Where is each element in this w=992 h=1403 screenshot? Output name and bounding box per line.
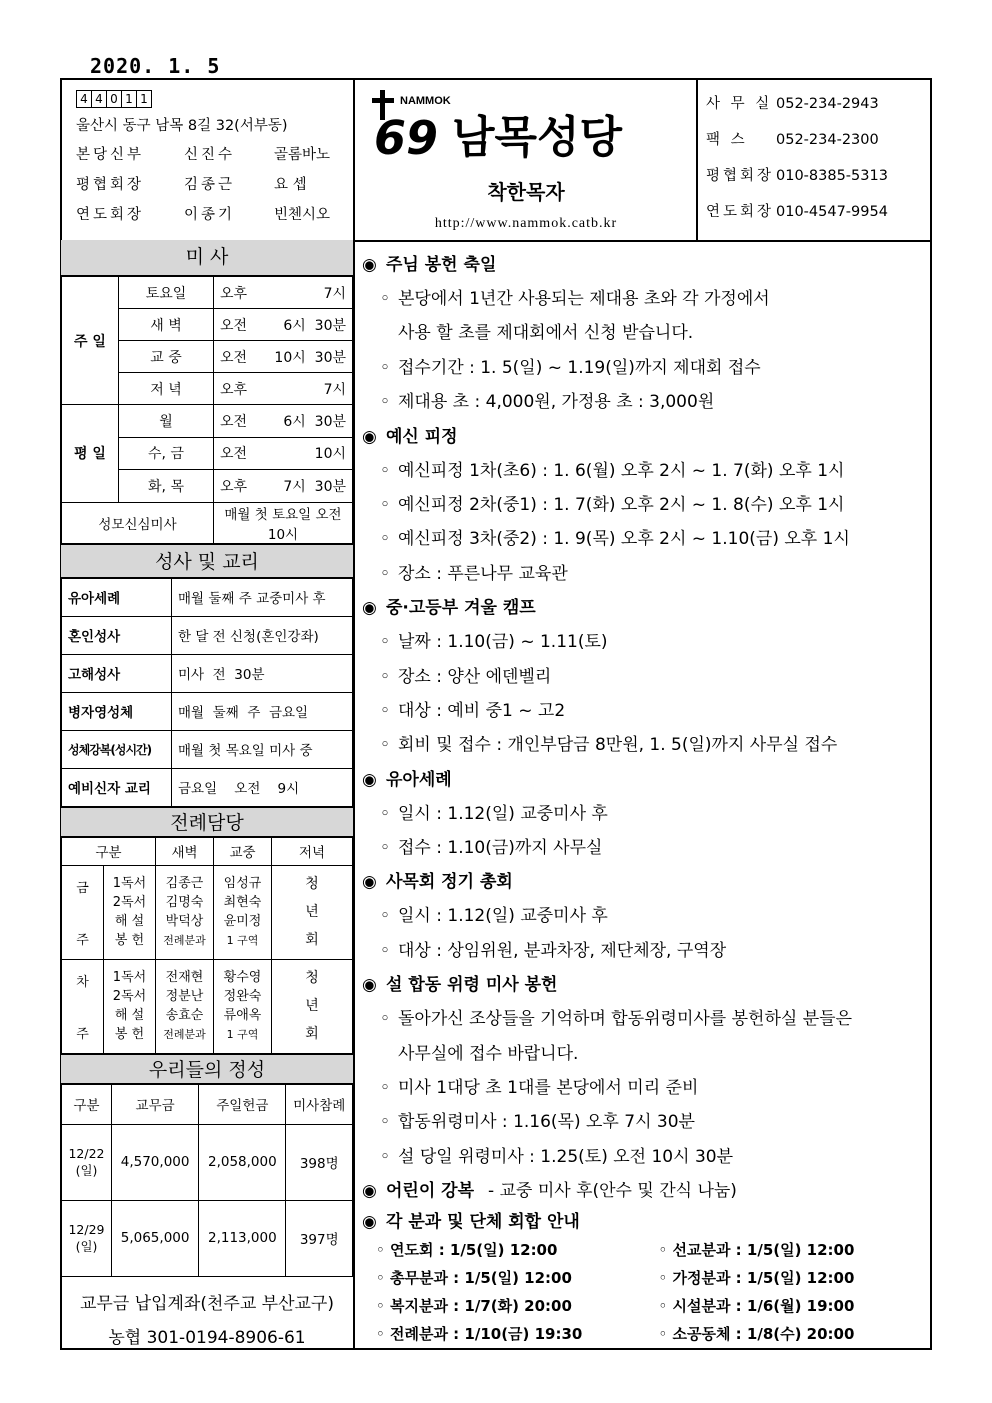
notice-item xyxy=(362,488,927,522)
bullet-icon: ◦ xyxy=(658,1269,668,1288)
contact-row xyxy=(706,201,928,237)
sacraments-title: 성사 및 교리 xyxy=(61,544,353,578)
donations-row xyxy=(62,1124,353,1200)
bullet-icon: ◦ xyxy=(658,1297,668,1316)
zip-digit: 1 xyxy=(121,90,137,108)
donations-date-value: 12/22 xyxy=(68,1145,105,1161)
sacrament-schedule: 매월 둘째 주 교중미사 후 xyxy=(172,578,353,616)
staff-row xyxy=(76,140,346,170)
donations-offering: 2,113,000 xyxy=(199,1200,286,1276)
bullet-icon: ◦ xyxy=(376,1325,385,1344)
mass-day: 저 녁 xyxy=(119,373,214,405)
liturgy-main-entry: 윤미정 xyxy=(223,914,262,929)
left-column xyxy=(61,240,353,1355)
mass-ampm: 오전 xyxy=(220,349,248,366)
mass-time: 6시 30분 xyxy=(283,413,346,430)
meeting-item-text: 시설분과 : 1/6(월) 19:00 xyxy=(672,1297,855,1316)
notice-title xyxy=(362,248,927,282)
bullet-icon: ◦ xyxy=(376,1269,385,1288)
contact-number[interactable]: 052-234-2300 xyxy=(776,132,879,148)
liturgy-title: 전례담당 xyxy=(61,807,353,837)
account-title: 교무금 납입계좌(천주교 부산교구) xyxy=(80,1293,334,1314)
liturgy-roles-entry: 봉 헌 xyxy=(114,933,145,948)
notice-item-text: 회비 및 접수 : 개인부담금 8만원, 1. 5(일)까지 사무실 접수 xyxy=(398,735,838,756)
mass-time-cell xyxy=(214,309,353,341)
liturgy-main-entry: 황수영 xyxy=(223,970,262,985)
mass-row xyxy=(62,405,353,438)
donations-tithe: 5,065,000 xyxy=(112,1200,199,1276)
notice-item xyxy=(362,934,927,968)
notice-item-text: 장소 : 양산 에덴벨리 xyxy=(398,666,552,687)
mass-time-cell xyxy=(214,341,353,373)
liturgy-roles-entry: 해 설 xyxy=(114,1008,145,1023)
liturgy-dawn-entry: 전재현 xyxy=(165,970,204,985)
bullet-icon: ◦ xyxy=(658,1241,668,1260)
donations-header-row xyxy=(62,1084,353,1124)
sacraments-table xyxy=(61,578,353,807)
liturgy-roles-cell xyxy=(104,959,156,1053)
bulletin-subtitle: 착한목자 xyxy=(487,180,565,204)
liturgy-evening-entry: 년 xyxy=(305,904,319,920)
contact-label: 연도회장 xyxy=(706,204,775,220)
staff-row xyxy=(76,170,346,200)
notice-item xyxy=(362,660,927,694)
notice-item-text: 장소 : 푸른나무 교육관 xyxy=(398,563,568,584)
church-name: 남목성당 xyxy=(452,112,623,162)
sacrament-name: 유아세례 xyxy=(62,578,172,616)
mass-group-label: 평 일 xyxy=(62,405,119,503)
notice-item-text: 날짜 : 1.10(금) ~ 1.11(토) xyxy=(398,632,608,653)
staff-row xyxy=(76,200,346,230)
mass-ampm: 오전 xyxy=(220,413,248,430)
notice-title xyxy=(362,763,927,797)
donations-title: 우리들의 정성 xyxy=(61,1054,353,1084)
notice-title xyxy=(362,1174,927,1208)
liturgy-dawn-entry: 박덕상 xyxy=(165,914,204,929)
sacrament-schedule: 금요일 오전 9시 xyxy=(172,768,353,806)
notice-item xyxy=(362,522,927,556)
mass-special-value: 매월 첫 토요일 오전 10시 xyxy=(214,502,353,543)
notice-item-text: 접수기간 : 1. 5(일) ~ 1.19(일)까지 제대회 접수 xyxy=(398,357,761,378)
notice-title-text: 주님 봉헌 축일 xyxy=(386,255,497,275)
mass-day: 수, 금 xyxy=(119,437,214,470)
liturgy-dawn-entry: 전례분과 xyxy=(163,1028,206,1041)
liturgy-week-label xyxy=(62,959,104,1053)
sacrament-name: 예비신자 교리 xyxy=(62,768,172,806)
contact-label: 팩 스 xyxy=(706,132,748,148)
mass-special-row xyxy=(62,502,353,543)
donations-attendance: 398명 xyxy=(286,1124,353,1200)
sacrament-schedule: 매월 첫 목요일 미사 중 xyxy=(172,730,353,768)
notice-item xyxy=(362,1105,927,1139)
week-label-bottom: 주 xyxy=(76,932,89,948)
liturgy-header: 저녁 xyxy=(272,837,353,865)
staff-baptismal-name: 빈첸시오 xyxy=(274,207,331,223)
bullet-icon: ◦ xyxy=(380,735,391,756)
bullet-icon: ◦ xyxy=(380,940,391,961)
notice-item xyxy=(362,385,927,419)
staff-baptismal-name: 요 셉 xyxy=(274,177,307,193)
bullet-icon: ◦ xyxy=(658,1325,668,1344)
notice-item-text: 대상 : 예비 중1 ~ 고2 xyxy=(398,700,566,721)
sacrament-name: 혼인성사 xyxy=(62,616,172,654)
liturgy-roles-entry: 해 설 xyxy=(114,914,145,929)
staff-name: 이종기 xyxy=(184,207,236,223)
notice-item-text: 미사 1대당 초 1대를 본당에서 미리 준비 xyxy=(398,1078,699,1099)
meetings-grid xyxy=(362,1236,927,1348)
notice-item xyxy=(362,1071,927,1105)
week-label-top: 차 xyxy=(76,974,89,990)
contact-number[interactable]: 010-4547-9954 xyxy=(776,204,888,220)
mass-day: 토요일 xyxy=(119,277,214,309)
meeting-item xyxy=(645,1320,928,1348)
meeting-item-text: 총무분과 : 1/5(일) 12:00 xyxy=(390,1269,572,1288)
liturgy-dawn-cell xyxy=(156,865,214,959)
donations-date xyxy=(62,1124,112,1200)
section-mark-icon: ◉ xyxy=(362,1181,377,1202)
meeting-item xyxy=(645,1292,928,1320)
sacrament-schedule: 미사 전 30분 xyxy=(172,654,353,692)
zip-code xyxy=(76,90,346,108)
donations-attendance: 397명 xyxy=(286,1200,353,1276)
donations-date xyxy=(62,1200,112,1276)
liturgy-dawn-entry: 전례분과 xyxy=(163,934,206,947)
zip-digit: 4 xyxy=(76,90,92,108)
liturgy-roles-entry: 2독서 xyxy=(112,895,147,910)
mass-time: 10시 xyxy=(314,446,346,463)
zip-digit: 0 xyxy=(106,90,122,108)
contact-row xyxy=(706,93,928,129)
sacrament-row xyxy=(62,692,353,730)
mass-ampm: 오전 xyxy=(220,446,248,463)
section-mark-icon: ◉ xyxy=(362,769,377,790)
bullet-icon: ◦ xyxy=(380,906,391,927)
liturgy-dawn-cell xyxy=(156,959,214,1053)
sacrament-name: 병자영성체 xyxy=(62,692,172,730)
notice-item-text: 일시 : 1.12(일) 교중미사 후 xyxy=(398,906,608,927)
notices-column xyxy=(362,248,927,1348)
notice-title xyxy=(362,591,927,625)
liturgy-table xyxy=(61,837,353,1054)
notice-title-text: 유아세례 xyxy=(386,769,452,790)
notice-title-text: 각 분과 및 단체 회합 안내 xyxy=(386,1212,580,1233)
mass-day: 월 xyxy=(119,405,214,438)
account-info xyxy=(61,1277,353,1355)
staff-name: 김종근 xyxy=(184,177,236,193)
staff-baptismal-name: 골롬바노 xyxy=(274,147,331,163)
bullet-icon: ◦ xyxy=(380,700,391,721)
liturgy-header: 새벽 xyxy=(156,837,214,865)
liturgy-roles-cell xyxy=(104,865,156,959)
staff-name: 신진수 xyxy=(184,147,236,163)
liturgy-dawn-entry: 정분난 xyxy=(165,989,204,1004)
sacrament-row xyxy=(62,616,353,654)
meeting-item-text: 선교분과 : 1/5(일) 12:00 xyxy=(672,1241,855,1260)
section-mark-icon: ◉ xyxy=(362,426,377,447)
bullet-icon: ◦ xyxy=(376,1297,385,1316)
liturgy-main-entry: 류애옥 xyxy=(223,1008,262,1023)
notice-title-detail: - 교중 미사 후(안수 및 간식 나눔) xyxy=(488,1181,737,1202)
mass-title: 미 사 xyxy=(61,240,353,276)
mass-time: 6시 30분 xyxy=(283,317,346,334)
sacrament-row xyxy=(62,768,353,806)
mass-time-cell xyxy=(214,437,353,470)
bullet-icon: ◦ xyxy=(380,529,391,550)
mass-time-cell xyxy=(214,405,353,438)
mass-time-cell xyxy=(214,373,353,405)
notice-item-text: 설 당일 위령미사 : 1.25(토) 오전 10시 30분 xyxy=(398,1146,733,1167)
liturgy-evening-entry: 청 xyxy=(305,970,319,986)
meeting-item-text: 소공동체 : 1/8(수) 20:00 xyxy=(672,1325,855,1344)
church-address: 울산시 동구 남목 8길 32(서부동) xyxy=(76,118,288,134)
bullet-icon: ◦ xyxy=(380,1009,391,1030)
mass-time: 7시 xyxy=(323,381,346,398)
donations-row xyxy=(62,1200,353,1276)
meeting-item xyxy=(362,1264,645,1292)
liturgy-main-entry: 정완숙 xyxy=(223,989,262,1004)
header-vdivider-left xyxy=(353,78,355,1350)
staff-role: 본당신부 xyxy=(76,147,145,163)
bullet-icon: ◦ xyxy=(380,357,391,378)
notice-item-text: 일시 : 1.12(일) 교중미사 후 xyxy=(398,803,608,824)
notice-title-text: 사목회 정기 총회 xyxy=(386,872,513,893)
notice-item xyxy=(362,316,927,350)
section-mark-icon: ◉ xyxy=(362,975,377,996)
notice-item xyxy=(362,1002,927,1036)
liturgy-roles-entry: 1독서 xyxy=(112,876,147,891)
donations-header: 교무금 xyxy=(112,1084,199,1124)
liturgy-main-entry: 1 구역 xyxy=(226,1028,259,1041)
bullet-icon: ◦ xyxy=(380,289,391,309)
bullet-icon: ◦ xyxy=(380,666,391,687)
mass-time: 7시 30분 xyxy=(283,478,346,495)
liturgy-main-entry: 1 구역 xyxy=(226,934,259,947)
week-label-top: 금 xyxy=(76,880,89,896)
sacrament-name: 고해성사 xyxy=(62,654,172,692)
section-mark-icon: ◉ xyxy=(362,598,377,619)
mass-time: 7시 xyxy=(323,285,346,302)
sacrament-schedule: 매월 둘째 주 금요일 xyxy=(172,692,353,730)
notice-item xyxy=(362,351,927,385)
section-mark-icon: ◉ xyxy=(362,255,377,275)
liturgy-main-cell xyxy=(214,959,272,1053)
bullet-icon: ◦ xyxy=(380,460,391,481)
logo-number: 69 xyxy=(374,111,439,162)
notice-item xyxy=(362,454,927,488)
donations-tithe: 4,570,000 xyxy=(112,1124,199,1200)
notice-title xyxy=(362,420,927,454)
donations-offering: 2,058,000 xyxy=(199,1124,286,1200)
contact-number[interactable]: 010-8385-5313 xyxy=(776,168,888,184)
contact-label: 사 무 실 xyxy=(706,96,773,112)
week-label-bottom: 주 xyxy=(76,1026,89,1042)
sacrament-name: 성체강복(성시간) xyxy=(62,730,172,768)
mass-ampm: 오후 xyxy=(220,478,248,495)
bullet-icon: ◦ xyxy=(380,1078,391,1099)
mass-time: 10시 30분 xyxy=(274,349,346,366)
notice-item-text: 사용 할 초를 제대회에서 신청 받습니다. xyxy=(398,323,694,344)
liturgy-week-label xyxy=(62,865,104,959)
mass-special-label: 성모신심미사 xyxy=(62,502,214,543)
bullet-icon: ◦ xyxy=(380,563,391,584)
meeting-item xyxy=(645,1264,928,1292)
sacrament-row xyxy=(62,578,353,616)
bullet-icon: ◦ xyxy=(380,1146,391,1167)
section-mark-icon: ◉ xyxy=(362,872,377,893)
notice-item xyxy=(362,625,927,659)
donations-date-value: 12/29 xyxy=(68,1221,105,1237)
bullet-icon: ◦ xyxy=(380,1112,391,1133)
meeting-item xyxy=(645,1236,928,1264)
account-number: 농협 301-0194-8906-61 xyxy=(108,1327,306,1348)
donations-day: (일) xyxy=(75,1238,98,1254)
donations-header: 구분 xyxy=(62,1084,112,1124)
mass-ampm: 오전 xyxy=(220,317,248,334)
liturgy-dawn-entry: 김명숙 xyxy=(165,895,204,910)
bullet-icon: ◦ xyxy=(380,494,391,515)
bulletin-date: 2020. 1. 5 xyxy=(90,54,221,78)
notice-item-text: 접수 : 1.10(금)까지 사무실 xyxy=(398,838,603,859)
donations-day: (일) xyxy=(75,1162,98,1178)
notice-item-text: 본당에서 1년간 사용되는 제대용 초와 각 가정에서 xyxy=(398,289,770,309)
notice-title-text: 예신 피정 xyxy=(386,426,458,447)
notice-item xyxy=(362,831,927,865)
sacrament-row xyxy=(62,730,353,768)
meeting-item-text: 전례분과 : 1/10(금) 19:30 xyxy=(390,1325,583,1344)
notice-title xyxy=(362,968,927,1002)
notice-title-text: 중·고등부 겨울 캠프 xyxy=(386,598,536,619)
section-mark-icon: ◉ xyxy=(362,1212,377,1233)
notice-item-text: 예신피정 2차(중1) : 1. 7(화) 오후 2시 ~ 1. 8(수) 오후 1시 xyxy=(398,494,845,515)
mass-day: 화, 목 xyxy=(119,470,214,503)
contact-number[interactable]: 052-234-2943 xyxy=(776,96,879,112)
notice-item-text: 사무실에 접수 바랍니다. xyxy=(398,1043,579,1064)
liturgy-evening-cell xyxy=(272,959,353,1053)
notice-item xyxy=(362,557,927,591)
notice-item-text: 합동위령미사 : 1.16(목) 오후 7시 30분 xyxy=(398,1112,695,1133)
liturgy-week-row xyxy=(62,865,353,959)
meeting-item xyxy=(362,1320,645,1348)
notice-item xyxy=(362,797,927,831)
liturgy-dawn-entry: 김종근 xyxy=(165,876,204,891)
mass-time-cell xyxy=(214,470,353,503)
meeting-item-text: 연도회 : 1/5(일) 12:00 xyxy=(390,1241,558,1260)
staff-role: 연도회장 xyxy=(76,207,145,223)
mass-ampm: 오후 xyxy=(220,285,248,302)
notice-item-text: 돌아가신 조상들을 기억하며 합동위령미사를 봉헌하실 분들은 xyxy=(398,1009,852,1030)
header-info xyxy=(76,90,346,230)
bullet-icon: ◦ xyxy=(380,632,391,653)
church-logo xyxy=(370,90,685,162)
liturgy-week-row xyxy=(62,959,353,1053)
mass-day: 교 중 xyxy=(119,341,214,373)
mass-day: 새 벽 xyxy=(119,309,214,341)
notice-item xyxy=(362,694,927,728)
liturgy-roles-entry: 2독서 xyxy=(112,989,147,1004)
liturgy-evening-cell xyxy=(272,865,353,959)
notice-title-text: 어린이 강복 xyxy=(386,1181,475,1202)
sacrament-row xyxy=(62,654,353,692)
notice-item xyxy=(362,1037,927,1071)
notice-title-text: 설 합동 위령 미사 봉헌 xyxy=(386,975,558,996)
notice-item-text: 예신피정 1차(초6) : 1. 6(월) 오후 2시 ~ 1. 7(화) 오후 1시 xyxy=(398,460,845,481)
liturgy-main-entry: 임성규 xyxy=(223,876,262,891)
liturgy-header-row xyxy=(62,837,353,865)
contact-list xyxy=(706,93,928,237)
liturgy-evening-entry: 회 xyxy=(305,932,319,948)
notice-item xyxy=(362,282,927,316)
mass-ampm: 오후 xyxy=(220,381,248,398)
donations-header: 미사참례 xyxy=(286,1084,353,1124)
notice-item-text: 제대용 초 : 4,000원, 가정용 초 : 3,000원 xyxy=(398,392,715,413)
zip-digit: 1 xyxy=(136,90,152,108)
mass-group-label: 주 일 xyxy=(62,277,119,405)
logo-small-text: NAMMOK xyxy=(400,95,451,107)
liturgy-main-entry: 최현숙 xyxy=(223,895,262,910)
liturgy-evening-entry: 년 xyxy=(305,998,319,1014)
meeting-item-text: 가정분과 : 1/5(일) 12:00 xyxy=(672,1269,855,1288)
liturgy-header: 교중 xyxy=(214,837,272,865)
contact-row xyxy=(706,165,928,201)
donations-header: 주일헌금 xyxy=(199,1084,286,1124)
mass-table xyxy=(61,276,353,544)
staff-role: 평협회장 xyxy=(76,177,145,193)
bullet-icon: ◦ xyxy=(380,803,391,824)
meeting-item-text: 복지분과 : 1/7(화) 20:00 xyxy=(390,1297,572,1316)
mass-time-cell xyxy=(214,277,353,309)
liturgy-evening-entry: 청 xyxy=(305,876,319,892)
meeting-item xyxy=(362,1292,645,1320)
bullet-icon: ◦ xyxy=(376,1241,385,1260)
church-url[interactable]: http://www.nammok.catb.kr xyxy=(434,216,618,231)
liturgy-roles-entry: 1독서 xyxy=(112,970,147,985)
meeting-item xyxy=(362,1236,645,1264)
notice-item xyxy=(362,899,927,933)
notice-title xyxy=(362,1208,927,1236)
notice-item-text: 예신피정 3차(중2) : 1. 9(목) 오후 2시 ~ 1.10(금) 오후 1시 xyxy=(398,529,850,550)
liturgy-header: 구분 xyxy=(62,837,156,865)
sacrament-schedule: 한 달 전 신청(혼인강좌) xyxy=(172,616,353,654)
liturgy-roles-entry: 봉 헌 xyxy=(114,1027,145,1042)
notice-title xyxy=(362,865,927,899)
liturgy-evening-entry: 회 xyxy=(305,1026,319,1042)
mass-row xyxy=(62,277,353,309)
notice-item-text: 대상 : 상임위원, 분과차장, 제단체장, 구역장 xyxy=(398,940,727,961)
donations-table xyxy=(61,1084,353,1277)
notice-item xyxy=(362,728,927,762)
liturgy-main-cell xyxy=(214,865,272,959)
contact-label: 평협회장 xyxy=(706,168,775,184)
notice-item xyxy=(362,1140,927,1174)
zip-digit: 4 xyxy=(91,90,107,108)
bullet-icon: ◦ xyxy=(380,838,391,859)
contact-row xyxy=(706,129,928,165)
bullet-icon: ◦ xyxy=(380,392,391,413)
liturgy-dawn-entry: 송효순 xyxy=(165,1008,204,1023)
